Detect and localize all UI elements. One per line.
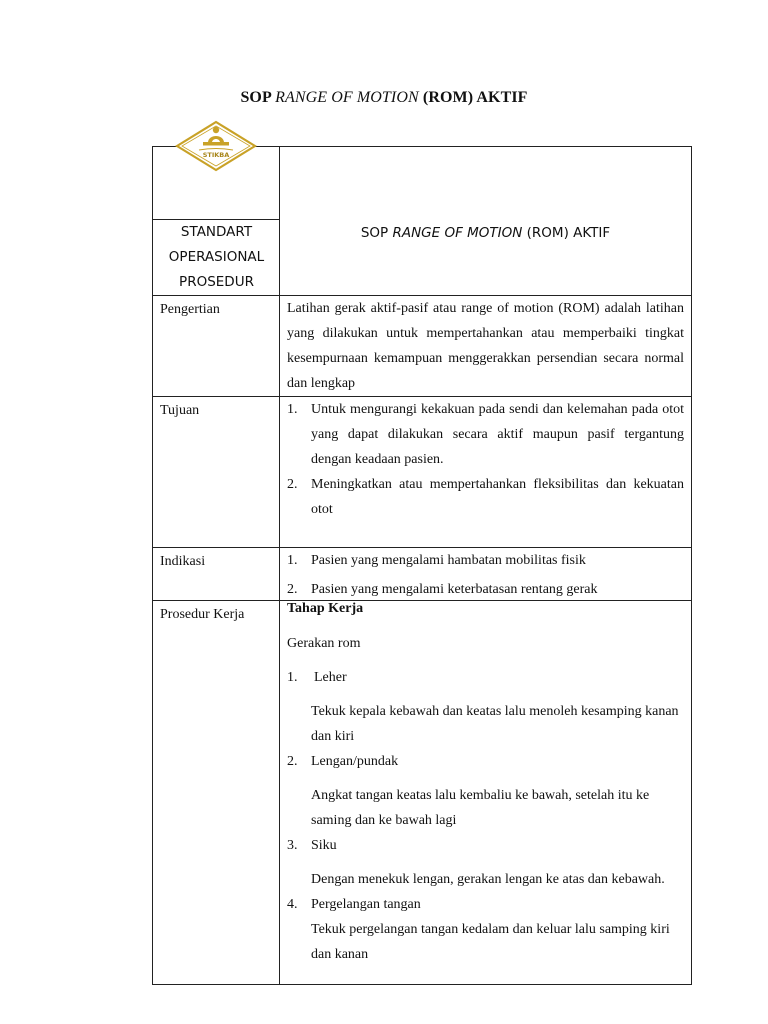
list-item: 2. Pasien yang mengalami keterbatasan rentang gerak <box>287 582 598 597</box>
page-title: SOP RANGE OF MOTION (ROM) AKTIF <box>240 89 528 106</box>
prosedur-kerja-content <box>280 601 692 985</box>
list-item: 1. Untuk mengurangi kekakuan pada sendi dan kelemahan pada otot yang dapat dilakukan secara aktif maupun pasif tergantung dengan keadaan pasien. <box>287 402 684 467</box>
stikba-logo <box>175 120 257 172</box>
step-description: Dengan menekuk lengan, gerakan lengan ke atas dan kebawah. <box>311 872 665 887</box>
step-item: 1. Leher <box>287 670 347 685</box>
tahap-kerja-heading: Tahap Kerja <box>287 601 364 616</box>
standart-operasional-prosedur-label: STANDART OPERASIONAL PROSEDUR <box>153 220 280 296</box>
step-description: Tekuk pergelangan tangan kedalam dan keluar lalu samping kiri dan kanan <box>311 922 670 962</box>
step-item: 3. Siku <box>287 838 337 853</box>
list-item: 1. Pasien yang mengalami hambatan mobilitas fisik <box>287 553 586 568</box>
tujuan-label: Tujuan <box>153 397 280 548</box>
step-item: 4. Pergelangan tangan <box>287 897 421 912</box>
indikasi-content <box>280 548 692 601</box>
pengertian-label: Pengertian <box>153 296 280 397</box>
step-item: 2. Lengan/pundak <box>287 754 399 769</box>
gerakan-rom-intro: Gerakan rom <box>287 636 361 651</box>
pengertian-content <box>280 296 692 397</box>
step-description: Angkat tangan keatas lalu kembaliu ke bawah, setelah itu ke saming dan ke bawah lagi <box>311 788 650 828</box>
tujuan-content <box>280 397 692 548</box>
pengertian-text: Latihan gerak aktif-pasif atau range of motion (ROM) adalah latihan yang dilakukan untuk mempertahankan atau memperbaiki tingkat kesempurnaan kemampuan menggerakkan persendian secara normal dan lengkap <box>287 301 684 391</box>
logo-text: STIKBA <box>202 151 230 159</box>
header-title-cell: SOP RANGE OF MOTION (ROM) AKTIF <box>280 147 692 296</box>
step-description: Tekuk kepala kebawah dan keatas lalu menoleh kesamping kanan dan kiri <box>311 704 679 744</box>
list-item: 2. Meningkatkan atau mempertahankan fleksibilitas dan kekuatan otot <box>287 477 684 517</box>
indikasi-label: Indikasi <box>153 548 280 601</box>
prosedur-kerja-label: Prosedur Kerja <box>153 601 280 985</box>
sop-table <box>152 146 692 985</box>
